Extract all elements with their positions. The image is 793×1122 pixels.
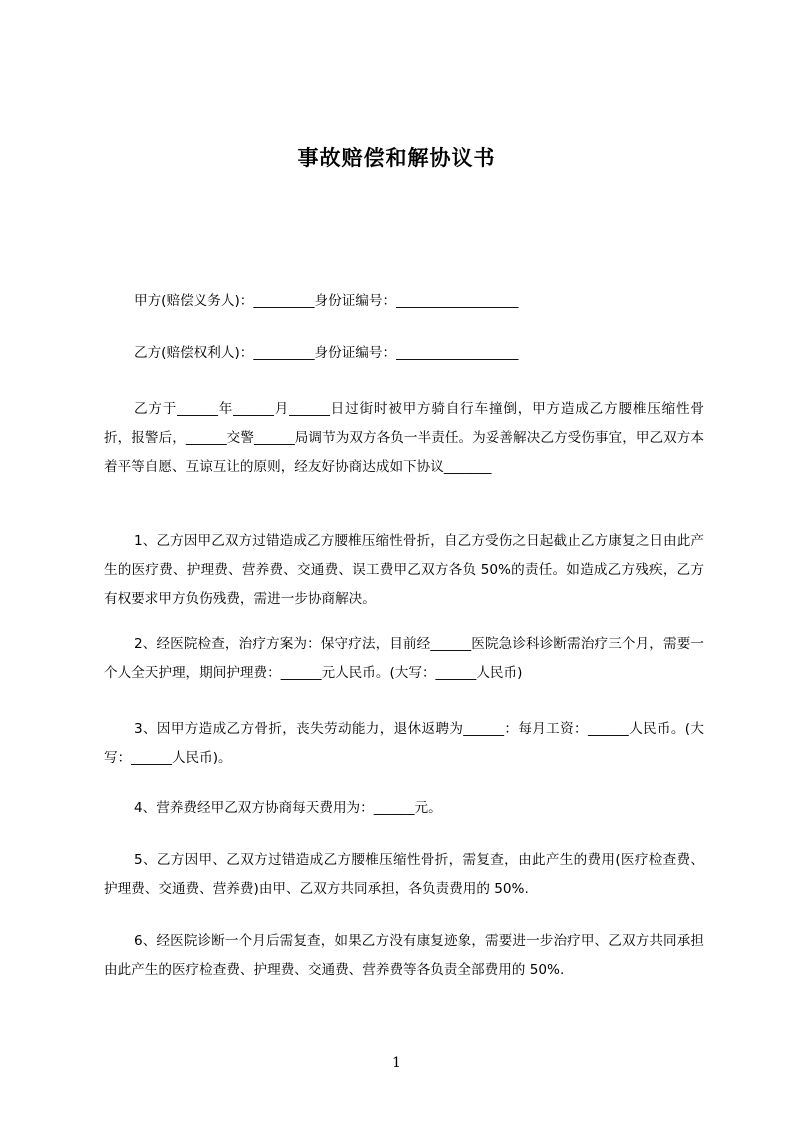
clause-5: 5、乙方因甲、乙双方过错造成乙方腰椎压缩性骨折，需复查，由此产生的费用(医疗检查费、护理费、交通费、营养费)由甲、乙双方共同承担，各负责费用的 50%. (104, 852, 704, 897)
party-a-line: 甲方(赔偿义务人)：_________身份证编号：__________________ (134, 293, 519, 309)
clause-3: 3、因甲方造成乙方骨折，丧失劳动能力，退休返聘为______：每月工资：______人民币。(大写：______人民币)。 (104, 721, 704, 766)
preamble-paragraph: 乙方于______年______月______日过街时被甲方骑自行车撞倒，甲方造成乙方腰椎压缩性骨折，报警后，______交警______局调节为双方各负一半责任。为妥善解决乙方受伤事宜，甲乙双方本着平等自愿、互谅互让的原则，经友好协商达成如下协议_______ (104, 401, 704, 475)
party-b-line: 乙方(赔偿权利人)：_________身份证编号：__________________ (134, 345, 519, 361)
document-title: 事故赔偿和解协议书 (297, 146, 496, 170)
page-number: 1 (392, 1055, 401, 1071)
clause-2: 2、经医院检查，治疗方案为：保守疗法，目前经______医院急诊科诊断需治疗三个月，需要一个人全天护理，期间护理费：______元人民币。(大写：______人民币) (104, 636, 704, 681)
clause-1: 1、乙方因甲乙双方过错造成乙方腰椎压缩性骨折，自乙方受伤之日起截止乙方康复之日由此产生的医疗费、护理费、营养费、交通费、误工费甲乙双方各负 50%的责任。如造成乙方残疾，乙方有权要求甲方负伤残费，需进一步协商解决。 (104, 533, 704, 607)
clause-6: 6、经医院诊断一个月后需复查，如果乙方没有康复迹象，需要进一步治疗甲、乙双方共同承担由此产生的医疗检查费、护理费、交通费、营养费等各负责全部费用的 50%. (104, 933, 704, 978)
clause-4: 4、营养费经甲乙双方协商每天费用为：______元。 (134, 800, 442, 816)
